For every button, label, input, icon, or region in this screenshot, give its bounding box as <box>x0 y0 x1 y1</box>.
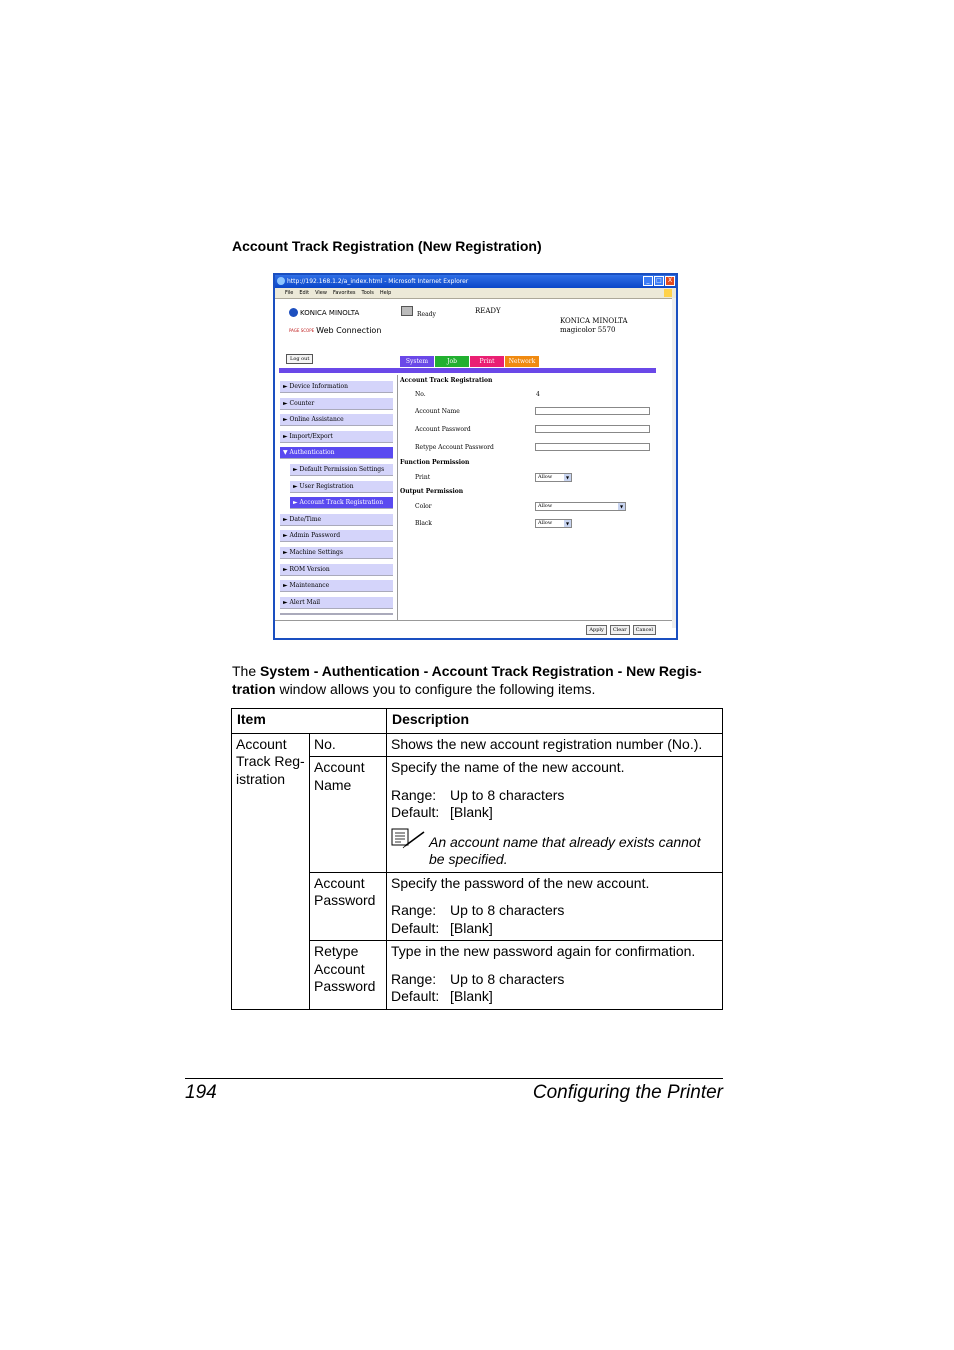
footer-rule <box>185 1078 723 1079</box>
tab-bar <box>400 356 539 367</box>
globe-icon <box>289 308 298 317</box>
sidebar-item[interactable]: ► Account Track Registration <box>290 497 393 509</box>
form-buttons <box>586 625 656 635</box>
header-description: Description <box>387 709 723 734</box>
table-header-row <box>232 709 723 734</box>
retype-password-label: Retype Account Password <box>415 444 494 451</box>
note-pencil-icon <box>391 828 429 848</box>
color-label: Color <box>415 503 432 510</box>
account-password-input[interactable] <box>535 425 650 433</box>
chevron-down-icon: ▼ <box>565 521 570 526</box>
browser-window-screenshot <box>273 273 678 640</box>
no-label: No. <box>415 391 426 398</box>
sidebar-item[interactable]: ► Alert Mail <box>280 597 393 609</box>
default-label: Default: <box>391 919 440 936</box>
windows-flag-icon <box>664 289 672 297</box>
device-maker: KONICA MINOLTA <box>560 317 628 325</box>
desc-text: Specify the name of the new account. <box>391 759 625 775</box>
chevron-down-icon: ▼ <box>619 504 624 509</box>
pagescope-logo <box>289 326 381 335</box>
default-value: [Blank] <box>450 988 493 1004</box>
form-bottom-rule <box>275 620 676 621</box>
cancel-button[interactable]: Cancel <box>633 625 656 635</box>
clear-button[interactable]: Clear <box>610 625 630 635</box>
item-cell: Retype Account Password <box>310 941 387 1010</box>
menu-help[interactable]: Help <box>379 290 392 296</box>
header-divider-bar <box>279 368 656 373</box>
range-label: Range: <box>391 786 437 803</box>
content-divider <box>397 375 398 620</box>
black-select-value: Allow <box>538 520 553 526</box>
sidebar-item[interactable]: ► Default Permission Settings <box>290 464 393 476</box>
black-label: Black <box>415 520 432 527</box>
brand-logo <box>289 308 359 317</box>
sidebar-item[interactable]: ► Counter <box>280 398 393 410</box>
paragraph-text-end: window allows you to configure the following items. <box>275 681 596 697</box>
range-value: Up to 8 characters <box>450 902 565 918</box>
default-line <box>391 988 719 1006</box>
sidebar-item[interactable]: ► Machine Settings <box>280 547 393 559</box>
range-line <box>391 971 719 989</box>
sidebar-item[interactable]: ► ROM Version <box>280 564 393 576</box>
desc-text: Specify the password of the new account. <box>391 874 650 891</box>
window-title: http://192.168.1.2/a_index.html - Microsoft Internet Explorer <box>287 278 469 285</box>
default-line <box>391 804 719 822</box>
sidebar-end-rule <box>280 613 393 615</box>
tab-system[interactable]: System <box>400 356 434 367</box>
color-select[interactable] <box>535 502 626 511</box>
default-value: [Blank] <box>450 919 493 936</box>
window-titlebar <box>275 275 676 288</box>
menu-bar <box>275 288 676 299</box>
default-label: Default: <box>391 988 440 1004</box>
note-text: An account name that already exists cannot be specified. <box>429 833 701 867</box>
item-cell: No. <box>310 733 387 757</box>
item-cell: Account Password <box>310 872 387 941</box>
no-value: 4 <box>536 391 540 398</box>
range-line <box>391 787 719 805</box>
menu-tools[interactable]: Tools <box>361 290 374 296</box>
sidebar-item[interactable]: ► Import/Export <box>280 431 393 443</box>
sidebar-item[interactable]: ► Maintenance <box>280 580 393 592</box>
desc-cell <box>387 757 723 873</box>
menu-view[interactable]: View <box>315 290 327 296</box>
status-big: READY <box>475 307 501 315</box>
sidebar-item[interactable]: ► Date/Time <box>280 514 393 526</box>
status-small: Ready <box>417 311 436 318</box>
menu-edit[interactable]: Edit <box>299 290 310 296</box>
sidebar-item[interactable]: ► Admin Password <box>280 530 393 542</box>
black-select[interactable] <box>535 519 572 528</box>
page-header <box>275 299 676 381</box>
ie-icon <box>277 277 285 285</box>
sidebar-item[interactable]: ► User Registration <box>290 481 393 493</box>
account-password-label: Account Password <box>415 426 471 433</box>
sidebar-item[interactable]: ► Device Information <box>280 381 393 393</box>
tab-job[interactable]: Job <box>435 356 469 367</box>
function-permission-heading: Function Permission <box>400 459 470 466</box>
desc-cell <box>387 872 723 941</box>
table-row <box>232 733 723 757</box>
menu-favorites[interactable]: Favorites <box>332 290 356 296</box>
paragraph-window-path: System - Authentication - Account Track Registration - New Regis-tration <box>232 663 702 697</box>
range-line <box>391 902 719 920</box>
default-value: [Blank] <box>450 804 493 820</box>
logout-button[interactable]: Log out <box>286 354 313 364</box>
header-item: Item <box>232 709 387 734</box>
minimize-icon[interactable]: _ <box>643 276 653 286</box>
account-name-label: Account Name <box>415 408 460 415</box>
print-select[interactable] <box>535 473 572 482</box>
range-label: Range: <box>391 902 437 918</box>
range-value: Up to 8 characters <box>450 786 565 803</box>
print-select-value: Allow <box>538 474 553 480</box>
desc-text: Type in the new password again for confirmation. <box>391 943 696 959</box>
settings-table <box>231 708 723 1010</box>
paragraph-text-start: The <box>232 663 261 679</box>
item-cell: Account Name <box>310 757 387 873</box>
account-name-input[interactable] <box>535 407 650 415</box>
range-label: Range: <box>391 970 437 987</box>
page-number: 194 <box>185 1082 217 1103</box>
range-value: Up to 8 characters <box>450 970 565 987</box>
tab-network[interactable]: Network <box>505 356 539 367</box>
desc-cell <box>387 941 723 1010</box>
default-label: Default: <box>391 804 440 820</box>
default-line <box>391 920 719 938</box>
retype-password-input[interactable] <box>535 443 650 451</box>
menu-file[interactable]: File <box>285 290 294 296</box>
note-block <box>391 828 719 869</box>
color-select-value: Allow <box>538 503 553 509</box>
device-model: magicolor 5570 <box>560 326 616 334</box>
device-info <box>560 317 628 335</box>
maximize-icon[interactable]: □ <box>654 276 664 286</box>
apply-button[interactable]: Apply <box>586 625 606 635</box>
print-label: Print <box>415 474 431 481</box>
sidebar-item[interactable]: ▼ Authentication <box>280 447 393 459</box>
tab-print[interactable]: Print <box>470 356 504 367</box>
section-title: Account Track Registration (New Registration) <box>232 238 542 254</box>
pagescope-icon: PAGE SCOPE <box>289 327 315 333</box>
output-permission-heading: Output Permission <box>400 488 464 495</box>
desc-cell: Shows the new account registration number (No.). <box>387 733 723 757</box>
chapter-title: Configuring the Printer <box>532 1082 723 1103</box>
sidebar-item[interactable]: ► Online Assistance <box>280 414 393 426</box>
chevron-down-icon: ▼ <box>565 475 570 480</box>
close-icon[interactable]: X <box>665 276 675 286</box>
scrollbar[interactable] <box>672 298 676 628</box>
sidebar-nav <box>280 381 393 615</box>
brand-name: KONICA MINOLTA <box>300 308 360 317</box>
description-paragraph <box>232 662 724 698</box>
printer-icon <box>401 306 413 316</box>
product-name: Web Connection <box>316 326 382 335</box>
group-cell: Account Track Reg-istration <box>232 733 310 1009</box>
form-heading: Account Track Registration <box>400 377 493 384</box>
